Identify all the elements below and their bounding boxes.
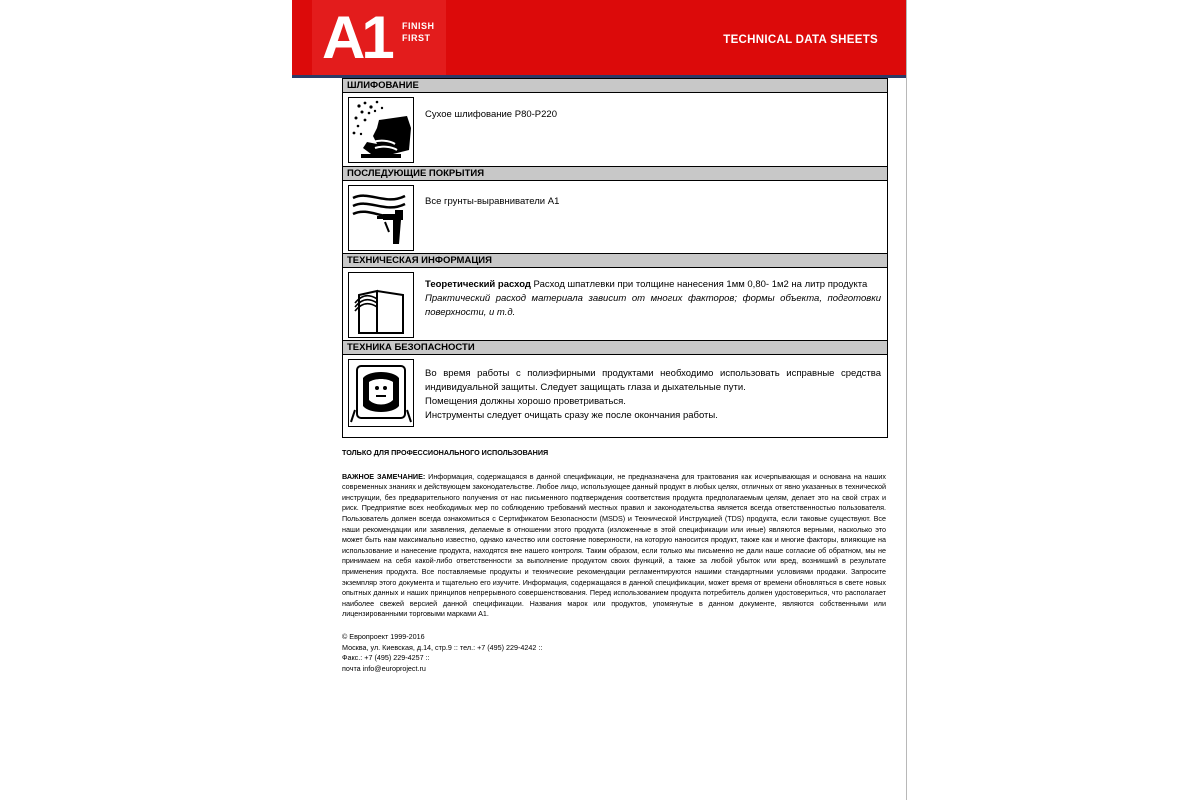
- section-body-coatings: [343, 181, 887, 253]
- copyright: © Европроект 1999-2016: [342, 631, 425, 641]
- spray-gun-icon: [348, 185, 414, 251]
- safety-line-1: Во время работы с полиэфирными продуктами необходимо использовать исправные средства индивидуальной защиты. Следует защищать глаза и дыхательные пути.: [425, 368, 881, 393]
- consumption-paragraph: [425, 278, 881, 292]
- logo-mark: A1: [322, 4, 391, 71]
- logo-tagline-line-1: FINISH: [402, 21, 435, 31]
- section-title-sanding: ШЛИФОВАНИЕ: [343, 78, 887, 93]
- consumption-note: Практический расход материала зависит от многих факторов; формы объекта, подготовки поверхности, и т.д.: [425, 293, 881, 318]
- email: почта info@europroject.ru: [342, 663, 426, 673]
- disclaimer-footer: [342, 448, 886, 674]
- section-text-sanding: [425, 108, 881, 122]
- section-title-tech-info: ТЕХНИЧЕСКАЯ ИНФОРМАЦИЯ: [343, 253, 887, 268]
- sanding-line: Сухое шлифование Р80-Р220: [425, 109, 557, 120]
- data-sheet-page: [292, 0, 907, 800]
- important-notice: [342, 472, 886, 620]
- sanding-icon: [348, 97, 414, 163]
- logo-tagline-line-2: FIRST: [402, 33, 431, 43]
- section-title-safety: ТЕХНИКА БЕЗОПАСНОСТИ: [343, 340, 887, 355]
- professional-use-note: ТОЛЬКО ДЛЯ ПРОФЕССИОНАЛЬНОГО ИСПОЛЬЗОВАНИЯ: [342, 448, 549, 457]
- section-text-safety: [425, 367, 881, 423]
- safety-line-3: Инструменты следует очищать сразу же после окончания работы.: [425, 410, 718, 421]
- notice-text: Информация, содержащаяся в данной спецификации, не предназначена для трактования как исчерпывающая и основана на наших современных знаниях и действующем законодательстве. Любое лицо, использующее данный продукт в любых целях, отличных от явно указанных в технической инструкции, без предварительного получения от нас письменного подтверждения соответствия продукта предполагаемым целям, делает это на свой страх и риск. Предприятие всех необходимых мер по соблюдению требований местных правил и законодательства является всегда ответственностью пользователя. Пользователь должен всегда ознакомиться с Сертификатом Безопасности (MSDS) и Технической Инструкцией (TDS) продукта, если таковые существуют. Все наши рекомендации или заявления, делаемые в отношении этого продукта (изложенные в этой спецификации или иные) являются верными, насколько это может быть нам максимально известно, однако качество или состояние поверхности, на которую наносится продукт, также как и многие факторы, влияющие на использование и нанесение продукта, находятся вне нашего контроля. Таким образом, если только мы письменно не дали наше согласие об обратном, мы не принимаем на себя какой-либо ответственности за выполнение продуктом своих функций, а также за любой убыток или вред, возникший в результате применения продукта. Все поставляемые продукты и технические рекомендации регламентируются нашими стандартными условиями продажи. Запросите экземпляр этого документа и тщательно его изучите. Информация, содержащаяся в данной спецификации, может время от времени обновляться в свете новых опытных данных и наших принципов непрерывного совершенствования. Перед использованием продукта потребитель должен удостовериться, что располагает наиболее свежей версией данной спецификации. Названия марок или продуктов, упомянутые в данном документе, являются собственными или лицензированными торговыми марками А1.: [342, 471, 886, 619]
- section-body-tech-info: [343, 268, 887, 340]
- section-text-tech-info: [425, 278, 881, 320]
- notice-label: ВАЖНОЕ ЗАМЕЧАНИЕ:: [342, 471, 426, 481]
- page-header: [292, 0, 906, 75]
- safety-line-2: Помещения должны хорошо проветриваться.: [425, 396, 626, 407]
- header-title: TECHNICAL DATA SHEETS: [723, 34, 878, 46]
- consumption-text: Расход шпатлевки при толщине нанесения 1мм 0,80- 1м2 на литр продукта: [530, 279, 868, 290]
- face-shield-icon: [348, 359, 414, 427]
- address: Москва, ул. Киевская, д.14, стр.9 :: тел.: +7 (495) 229-4242 ::: [342, 642, 543, 652]
- book-icon: [348, 272, 414, 338]
- fax: Факс.: +7 (495) 229-4257 ::: [342, 653, 430, 663]
- section-body-safety: [343, 355, 887, 437]
- a1-logo: [312, 0, 446, 75]
- coatings-line: Все грунты-выравниватели А1: [425, 196, 560, 207]
- section-title-coatings: ПОСЛЕДУЮЩИЕ ПОКРЫТИЯ: [343, 166, 887, 181]
- consumption-label: Теоретический расход: [425, 279, 531, 290]
- sections-table: [342, 78, 888, 438]
- section-text-coatings: [425, 195, 881, 209]
- logo-tagline: [402, 20, 435, 44]
- section-body-sanding: [343, 93, 887, 166]
